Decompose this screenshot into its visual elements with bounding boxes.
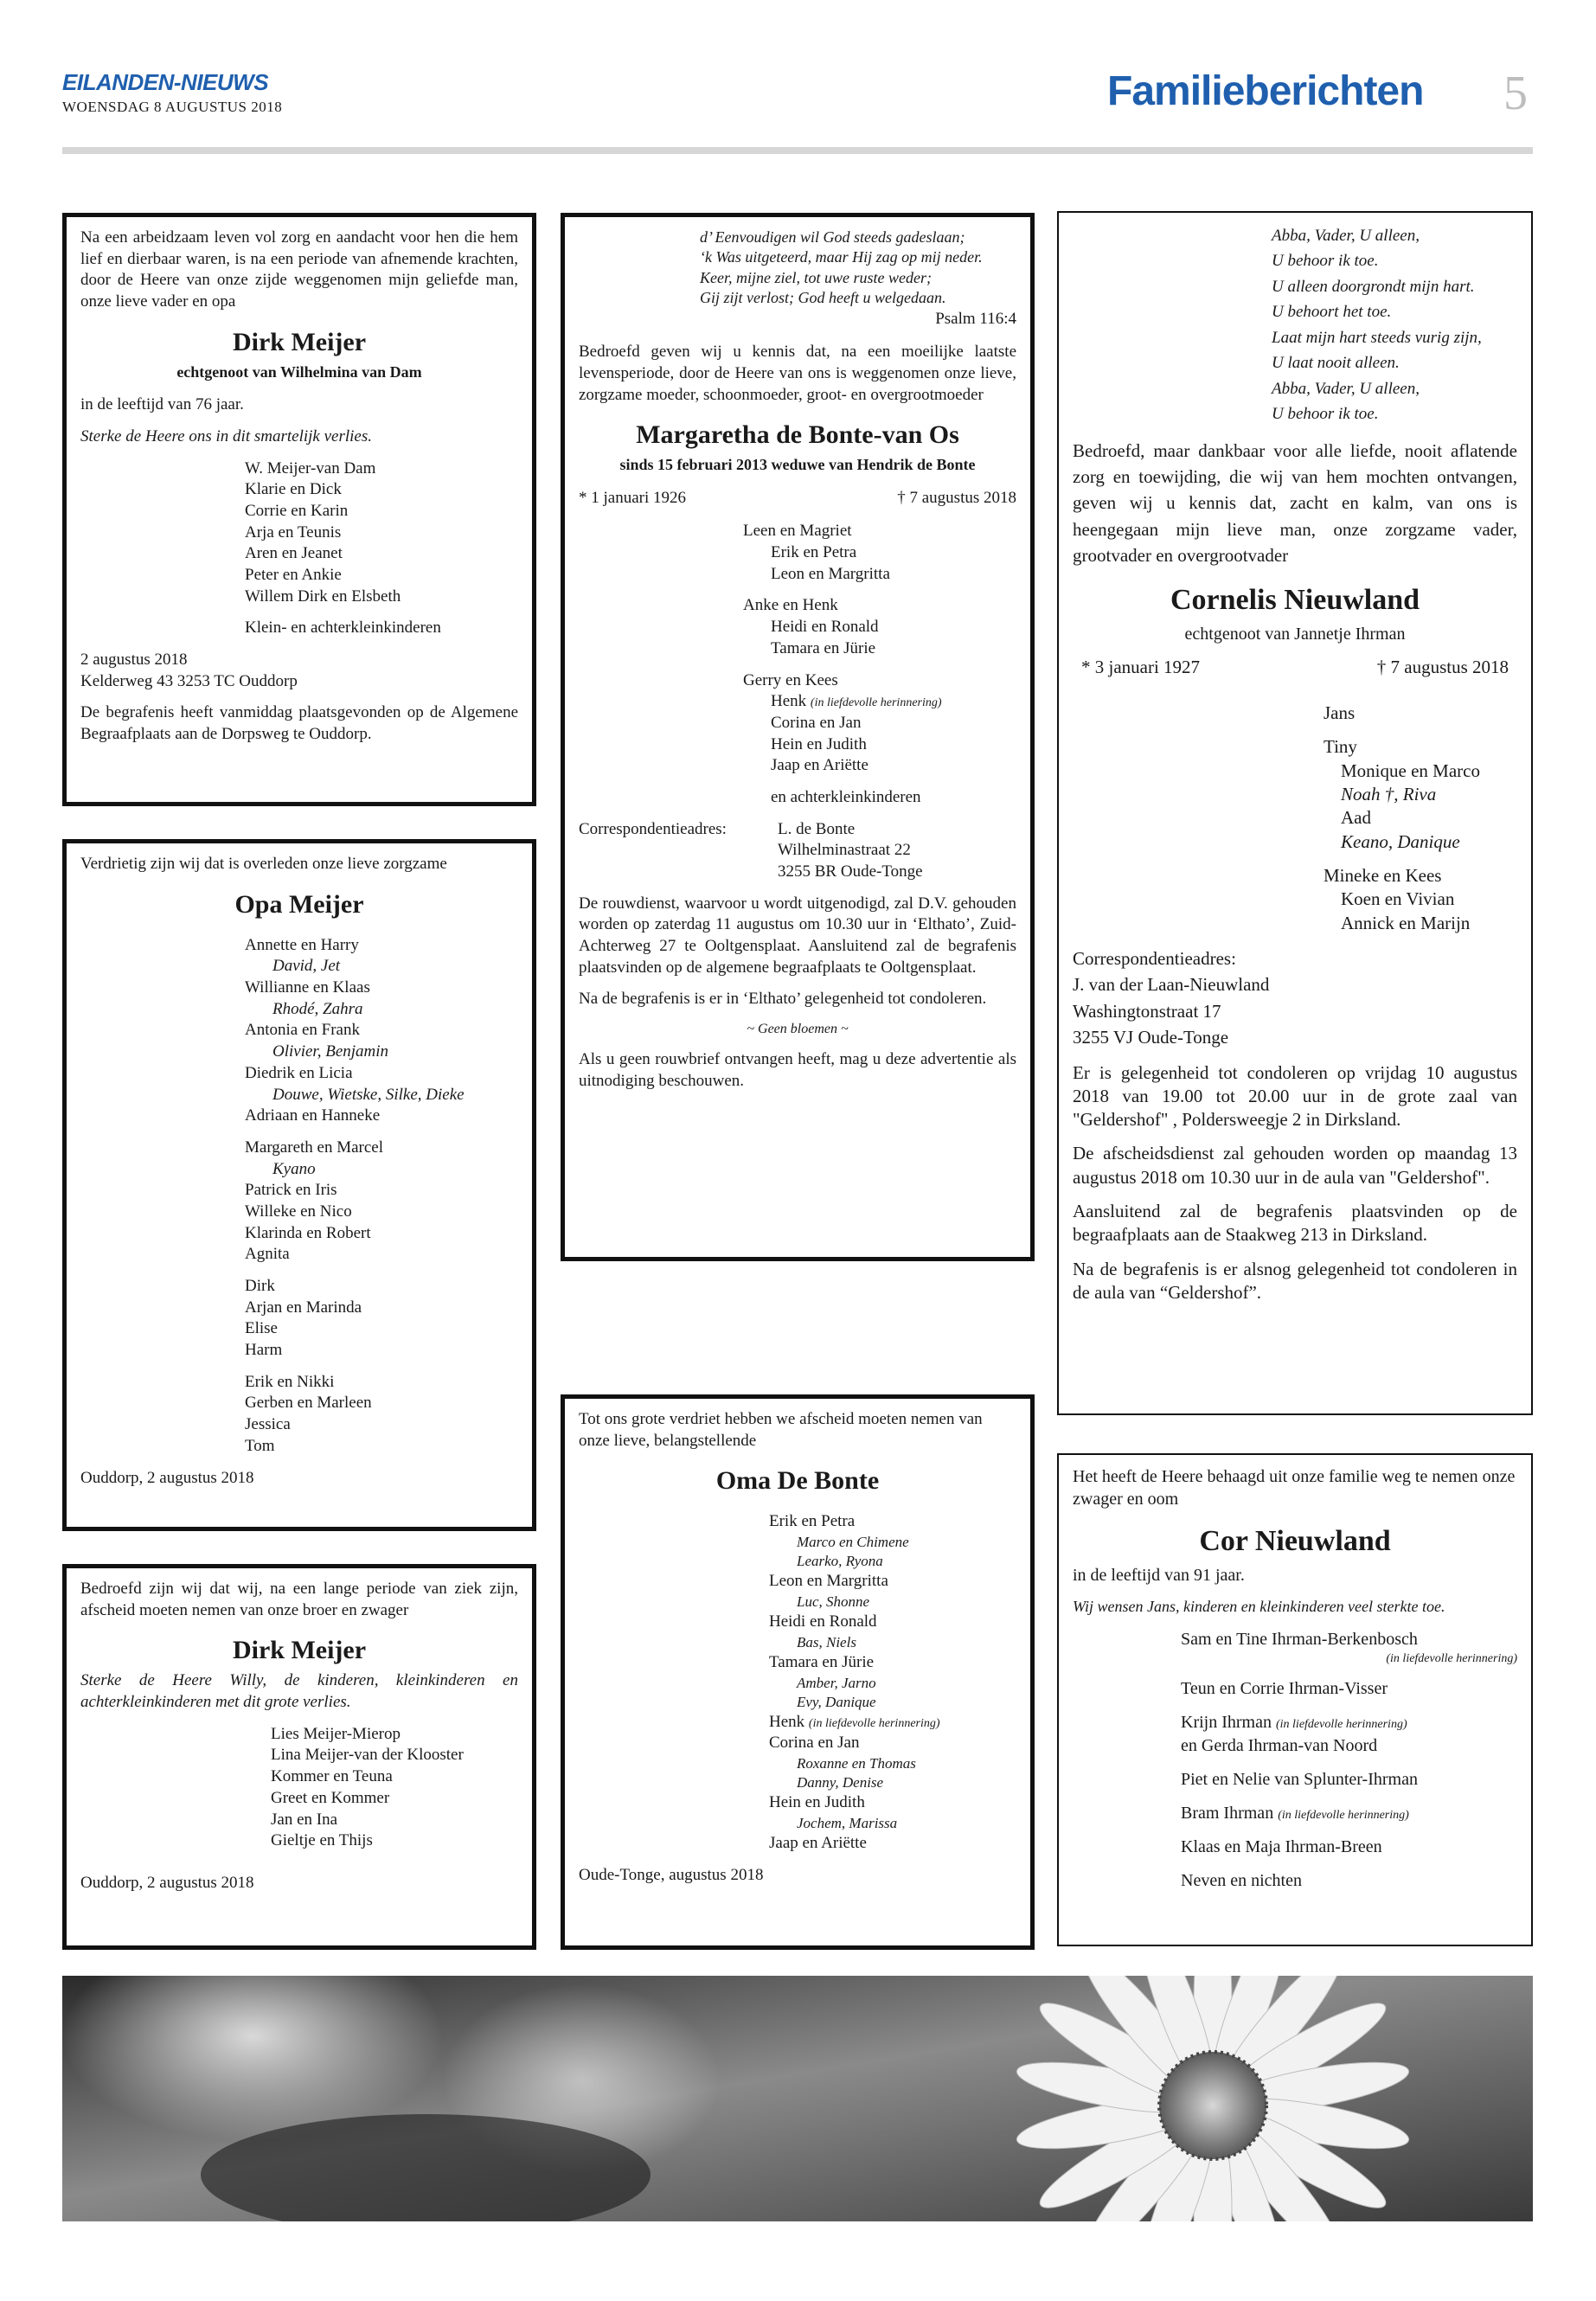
psalm-reference: Psalm 116:4 <box>935 309 1016 328</box>
notice-intro: Bedroefd, maar dankbaar voor alle liefde, nooit aflatende zorg en toewijding, die wij van hem mochten ontvangen, geven wij u kennis dat, zacht en kalm, van ons is heengegaan mijn lieve man, onze zorgzame vader, grootvader en overgrootvader <box>1073 439 1517 567</box>
deceased-name: Oma De Bonte <box>715 1466 880 1496</box>
grandchildren: Danny, Denise <box>797 1774 884 1791</box>
family-member: Lina Meijer-van der Klooster <box>271 1746 464 1765</box>
family-list <box>1181 1628 1517 1894</box>
notice-place-date: Ouddorp, 2 augustus 2018 <box>80 1873 254 1892</box>
family-member: Jans <box>1324 702 1356 724</box>
family-member: Aren en Jeanet <box>245 544 343 563</box>
wish-line: Wij wensen Jans, kinderen en kleinkinderen veel sterkte toe. <box>1073 1598 1445 1616</box>
notice-place-date: Ouddorp, 2 augustus 2018 <box>80 1468 254 1487</box>
address-line: 3255 VJ Oude-Tonge <box>1073 1027 1229 1048</box>
memorial-note: (in liefdevolle herinnering) <box>808 1716 940 1730</box>
poem-line: Laat mijn hart steeds vurig zijn, <box>1272 328 1482 347</box>
family-member <box>769 1712 1016 1734</box>
family-member: Willeke en Nico <box>245 1202 352 1221</box>
family-member <box>1181 1802 1517 1825</box>
death-notice-cor-nieuwland <box>1057 1453 1533 1946</box>
grandchildren: Bas, Niels <box>797 1633 856 1650</box>
family-member: Margareth en Marcel <box>245 1138 384 1157</box>
family-member: Corina en Jan <box>771 713 862 732</box>
family-member: Elise <box>245 1319 278 1338</box>
address-line: Washingtonstraat 17 <box>1073 1000 1221 1022</box>
poem <box>1272 223 1517 427</box>
family-member: Willianne en Klaas <box>245 978 370 997</box>
family-member: Klarie en Dick <box>245 480 342 499</box>
family-member: Peter en Ankie <box>245 565 342 584</box>
poem-line: U behoor ik toe. <box>1272 252 1379 271</box>
family-member: Heidi en Ronald <box>771 618 879 637</box>
poem-line: ‘k Was uitgeteerd, maar Hij zag op mij neder. <box>700 248 983 266</box>
header-rule <box>62 147 1533 154</box>
poem-line: U behoort het toe. <box>1272 303 1392 322</box>
family-member: Lies Meijer-Mierop <box>271 1724 401 1743</box>
address-line: L. de Bonte <box>778 819 856 838</box>
family-list <box>1324 702 1517 935</box>
service-info: De rouwdienst, waarvoor u wordt uitgenodigd, zal D.V. gehouden worden op zaterdag 11 augustus om 10.30 uur in ‘Elthato’, Zuid-Achterweg 27 te Ooltgensplaat. Aansluitend zal de begrafenis plaatsvinden op de algemene begraafplaats te Ooltgensplaat. <box>579 894 1016 977</box>
family-member: Antonia en Frank <box>245 1021 360 1040</box>
notice-intro: Bedroefd geven wij u kennis dat, na een moeilijke laatste levensperiode, door de Heere van ons is weggenomen onze lieve, zorgzame moeder, schoonmoeder, groot- en overgrootmoeder <box>579 343 1016 404</box>
deceased-name: Cornelis Nieuwland <box>1170 583 1420 616</box>
family-member: Piet en Nelie van Splunter-Ihrman <box>1181 1770 1418 1790</box>
family-member: Kommer en Teuna <box>271 1767 393 1786</box>
family-list <box>245 458 518 640</box>
family-member: Arjan en Marinda <box>245 1298 362 1317</box>
family-member: Tamara en Jürie <box>771 638 876 657</box>
family-member: Hein en Judith <box>769 1793 865 1812</box>
family-member <box>771 691 1016 713</box>
grandchildren: Jochem, Marissa <box>797 1814 898 1831</box>
family-member: Sam en Tine Ihrman-Berkenbosch <box>1181 1629 1418 1649</box>
condolence-info: Er is gelegenheid tot condoleren op vrijdag 10 augustus 2018 van 19.00 tot 20.00 uur in de grote zaal van "Geldershof" , Poldersweegje 2 in Dirksland. <box>1073 1061 1517 1131</box>
death-notice-dirk-meijer <box>62 213 536 806</box>
address-line: 3255 BR Oude-Tonge <box>778 862 923 881</box>
memorial-note: (in liefdevolle herinnering) <box>810 696 942 710</box>
burial-info: Aansluitend zal de begrafenis plaatsvinden op de begraafplaats aan de Staakweg 213 in Dirksland. <box>1073 1201 1517 1246</box>
family-member: Dirk <box>245 1277 275 1295</box>
spouse-line: echtgenoot van Wilhelmina van Dam <box>176 362 422 381</box>
grandchildren: Evy, Danique <box>797 1693 876 1710</box>
address-line: Wilhelminastraat 22 <box>778 841 911 860</box>
family-member: Gerben en Marleen <box>245 1394 372 1413</box>
family-member: Neven en nichten <box>1181 1871 1302 1891</box>
notice-intro: Het heeft de Heere behaagd uit onze familie weg te nemen onze zwager en oom <box>1073 1467 1516 1509</box>
correspondence-label: Correspondentieadres: <box>579 819 727 838</box>
family-member: Heidi en Ronald <box>769 1612 877 1631</box>
daisy-image <box>62 1976 1533 2221</box>
family-member: Greet en Kommer <box>271 1788 390 1807</box>
family-member: Aad <box>1341 807 1371 829</box>
birth-date: * 3 januari 1927 <box>1081 656 1201 677</box>
family-member: Jaap en Ariëtte <box>771 756 869 775</box>
family-member: Gieltje en Thijs <box>271 1831 373 1850</box>
memorial-note: (in liefdevolle herinnering) <box>1278 1809 1409 1823</box>
notice-intro: Tot ons grote verdriet hebben we afscheid moeten nemen van onze lieve, belangstellende <box>579 1410 983 1450</box>
grandchildren: Roxanne en Thomas <box>797 1755 916 1772</box>
poem <box>700 228 1016 309</box>
poem-line: U behoor ik toe. <box>1272 405 1379 424</box>
family-member: Corina en Jan <box>769 1734 860 1753</box>
family-member: Mineke en Kees <box>1324 864 1442 886</box>
correspondence-address <box>1073 945 1517 1051</box>
poem-line: d’ Eenvoudigen wil God steeds gadeslaan; <box>700 228 965 246</box>
death-notice-margaretha <box>561 213 1035 1261</box>
family-member: Hein en Judith <box>771 734 867 753</box>
notice-intro: Na een arbeidzaam leven vol zorg en aandacht voor hen die hem lief en dierbaar waren, is na een periode van afnemende krachten, door de Heere van onze zijde weggenomen mijn geliefde man, onze lieve vader en opa <box>80 228 518 311</box>
age-line: in de leeftijd van 91 jaar. <box>1073 1566 1245 1586</box>
wish-line: Sterke de Heere ons in dit smartelijk verlies. <box>80 426 372 445</box>
poem-line: U laat nooit alleen. <box>1272 354 1400 373</box>
spouse-line: echtgenoot van Jannetje Ihrman <box>1184 624 1406 644</box>
death-notice-dirk-meijer-sibling <box>62 1564 536 1950</box>
family-member: W. Meijer-van Dam <box>245 458 376 478</box>
grandchildren: Luc, Shonne <box>797 1593 870 1610</box>
daisy-flower-photo <box>62 1976 1533 2221</box>
deceased-name: Margaretha de Bonte-van Os <box>636 420 959 450</box>
no-flowers-note: ~ Geen bloemen ~ <box>747 1022 849 1037</box>
grandchildren: Kyano <box>272 1159 316 1178</box>
family-member: Erik en Petra <box>769 1512 856 1531</box>
family-member: Diedrik en Licia <box>245 1063 353 1082</box>
post-burial-info: Na de begrafenis is er alsnog gelegenheid tot condoleren in de aula van “Geldershof”. <box>1073 1258 1517 1303</box>
family-member: en achterkleinkinderen <box>771 787 921 806</box>
memorial-note: (in liefdevolle herinnering) <box>1275 1718 1407 1732</box>
grandchildren: Rhodé, Zahra <box>272 999 363 1018</box>
poem-line: U alleen doorgrondt mijn hart. <box>1272 277 1475 296</box>
family-member: Tiny <box>1324 736 1357 758</box>
invitation-note: Als u geen rouwbrief ontvangen heeft, mag u deze advertentie als uitnodiging beschouwen. <box>579 1049 1016 1090</box>
deceased-name: Dirk Meijer <box>232 1636 367 1665</box>
life-dates <box>579 488 1016 510</box>
family-member: Koen en Vivian <box>1341 888 1455 910</box>
family-member: Klaas en Maja Ihrman-Breen <box>1181 1837 1382 1857</box>
family-member: Patrick en Iris <box>245 1181 337 1200</box>
death-date: † 7 augustus 2018 <box>1376 656 1509 677</box>
family-member-name: Krijn Ihrman <box>1181 1713 1272 1733</box>
family-member: Anke en Henk <box>743 596 838 615</box>
poem-line: Abba, Vader, U alleen, <box>1272 379 1420 398</box>
notice-place-date: Oude-Tonge, augustus 2018 <box>579 1865 764 1884</box>
family-member-name: Henk <box>769 1712 805 1731</box>
family-member: en Gerda Ihrman-van Noord <box>1181 1736 1378 1756</box>
family-member: Leen en Magriet <box>743 522 852 541</box>
notice-intro: Verdrietig zijn wij dat is overleden onze lieve zorgzame <box>80 855 447 873</box>
family-member: Agnita <box>245 1245 290 1264</box>
notice-address: Kelderweg 43 3253 TC Ouddorp <box>80 671 298 690</box>
grandchildren: Olivier, Benjamin <box>272 1042 389 1061</box>
grandchildren: Noah †, Riva <box>1341 784 1437 805</box>
condolence-info: Na de begrafenis is er in ‘Elthato’ gelegenheid tot condoleren. <box>579 990 987 1009</box>
grandchildren: Amber, Jarno <box>797 1674 876 1691</box>
grandchildren: Marco en Chimene <box>797 1534 909 1551</box>
deceased-name: Cor Nieuwland <box>1199 1525 1391 1557</box>
family-member: Harm <box>245 1341 283 1360</box>
wish-line: Sterke de Heere Willy, de kinderen, kleinkinderen en achterkleinkinderen met dit grote verlies. <box>80 1671 518 1712</box>
family-member: Tom <box>245 1436 275 1455</box>
grandchildren: David, Jet <box>272 957 341 976</box>
family-member: Monique en Marco <box>1341 760 1480 781</box>
family-member: Corrie en Karin <box>245 501 349 520</box>
widow-line: sinds 15 februari 2013 weduwe van Hendrik de Bonte <box>619 456 976 474</box>
family-list <box>245 935 518 1458</box>
family-member-name: Henk <box>771 692 807 711</box>
family-list <box>743 521 1016 808</box>
family-member <box>1181 1711 1517 1734</box>
family-member: Teun en Corrie Ihrman-Visser <box>1181 1679 1388 1699</box>
grandchildren: Keano, Danique <box>1341 830 1460 852</box>
poem-line: Keer, mijne ziel, tot uwe ruste weder; <box>700 268 932 286</box>
life-dates <box>1073 656 1517 679</box>
section-title: Familieberichten <box>1107 68 1424 114</box>
service-info: De afscheidsdienst zal gehouden worden op maandag 13 augustus 2018 om 10.30 uur in de aula van "Geldershof". <box>1073 1143 1517 1188</box>
notice-intro: Bedroefd zijn wij dat wij, na een lange periode van ziek zijn, afscheid moeten nemen van onze broer en zwager <box>80 1580 518 1619</box>
correspondence-address <box>579 819 1016 883</box>
grandchildren: Learko, Ryona <box>797 1553 883 1570</box>
death-date: † 7 augustus 2018 <box>897 488 1016 507</box>
family-list <box>769 1511 1016 1854</box>
family-member: Annette en Harry <box>245 935 359 954</box>
family-member: Leon en Margritta <box>769 1572 888 1591</box>
family-member: Erik en Nikki <box>245 1372 335 1391</box>
family-member: Erik en Petra <box>771 543 857 562</box>
masthead-logo: EILANDEN-NIEUWS <box>62 69 269 95</box>
death-notice-cornelis-nieuwland <box>1057 211 1533 1415</box>
birth-date: * 1 januari 1926 <box>579 488 687 507</box>
poem-line: Gij zijt verlost; God heeft u welgedaan. <box>700 289 946 307</box>
poem-line: Abba, Vader, U alleen, <box>1272 227 1420 245</box>
page-number: 5 <box>1503 67 1528 120</box>
family-member: Willem Dirk en Elsbeth <box>245 586 401 606</box>
family-member: Jan en Ina <box>271 1810 338 1829</box>
death-notice-opa-meijer <box>62 839 536 1531</box>
family-member-name: Bram Ihrman <box>1181 1804 1274 1823</box>
notice-date: 2 augustus 2018 <box>80 651 188 670</box>
family-member: Klarinda en Robert <box>245 1223 371 1242</box>
death-notice-oma-de-bonte <box>561 1394 1035 1950</box>
memorial-note: (in liefdevolle herinnering) <box>1386 1651 1517 1665</box>
family-member: Annick en Marijn <box>1341 912 1471 933</box>
age-line: in de leeftijd van 76 jaar. <box>80 395 244 414</box>
family-member: Klein- en achterkleinkinderen <box>245 619 441 638</box>
deceased-name: Dirk Meijer <box>232 327 367 356</box>
correspondence-label: Correspondentieadres: <box>1073 947 1236 969</box>
deceased-name: Opa Meijer <box>234 889 364 919</box>
issue-date: WOENSDAG 8 AUGUSTUS 2018 <box>62 99 283 115</box>
family-member: Tamara en Jürie <box>769 1652 875 1671</box>
funeral-info: De begrafenis heeft vanmiddag plaatsgevonden op de Algemene Begraafplaats aan de Dorpsweg te Ouddorp. <box>80 703 518 744</box>
family-member: Jessica <box>245 1415 291 1434</box>
family-member: Adriaan en Hanneke <box>245 1106 381 1125</box>
grandchildren: Douwe, Wietske, Silke, Dieke <box>272 1085 465 1104</box>
family-list <box>271 1724 518 1852</box>
family-member: Gerry en Kees <box>743 670 838 689</box>
family-member: Arja en Teunis <box>245 522 342 542</box>
address-line: J. van der Laan-Nieuwland <box>1073 974 1270 996</box>
family-member: Leon en Margritta <box>771 564 890 583</box>
family-member: Jaap en Ariëtte <box>769 1834 867 1853</box>
